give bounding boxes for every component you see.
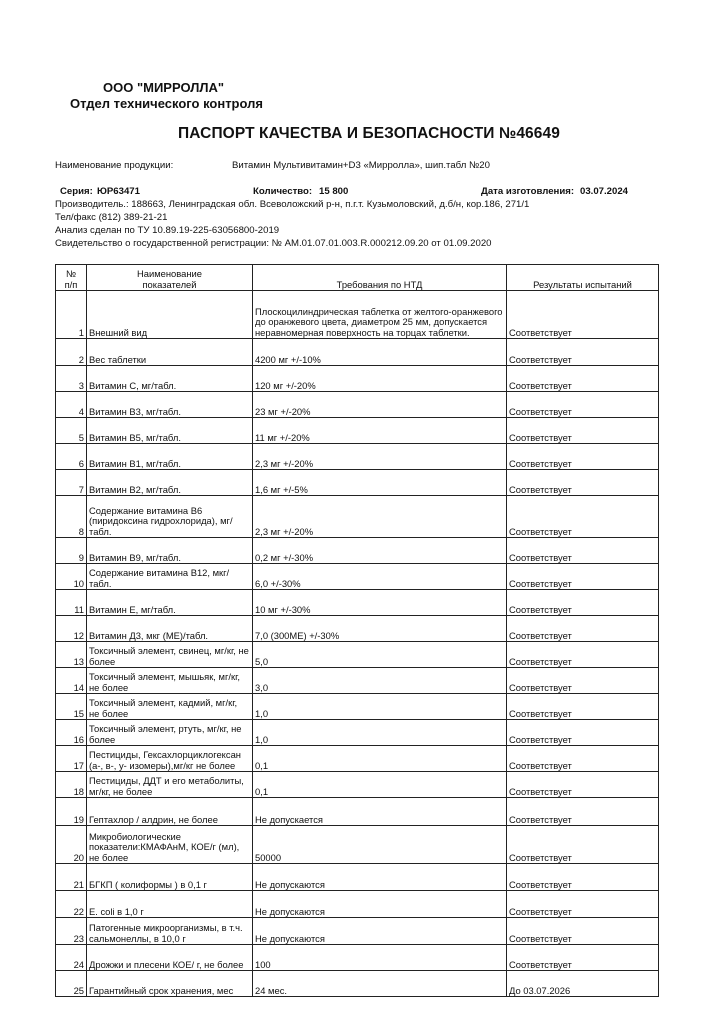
row-name: Токсичный элемент, мышьяк, мг/кг, не более bbox=[87, 668, 253, 694]
row-number: 10 bbox=[56, 564, 87, 590]
table-row bbox=[56, 891, 659, 918]
table-row bbox=[56, 864, 659, 891]
table-row bbox=[56, 291, 659, 339]
row-number: 17 bbox=[56, 746, 87, 772]
table-row bbox=[56, 746, 659, 772]
row-result: Соответствует bbox=[507, 720, 659, 746]
row-name: Содержание витамина В6 (пиридоксина гидрохлорида), мг/табл. bbox=[87, 496, 253, 538]
row-number: 1 bbox=[56, 291, 87, 339]
series-label: Серия: bbox=[60, 186, 93, 197]
row-number: 15 bbox=[56, 694, 87, 720]
row-requirement: 3,0 bbox=[253, 668, 507, 694]
row-name: Витамин В3, мг/табл. bbox=[87, 392, 253, 418]
row-result: Соответствует bbox=[507, 694, 659, 720]
row-name: БГКП ( колиформы ) в 0,1 г bbox=[87, 864, 253, 891]
row-requirement: 2,3 мг +/-20% bbox=[253, 496, 507, 538]
row-number: 23 bbox=[56, 918, 87, 945]
row-number: 2 bbox=[56, 339, 87, 366]
row-name: Вес таблетки bbox=[87, 339, 253, 366]
row-number: 3 bbox=[56, 366, 87, 392]
row-requirement: 7,0 (300МЕ) +/-30% bbox=[253, 616, 507, 642]
row-name: Витамин В1, мг/табл. bbox=[87, 444, 253, 470]
row-number: 5 bbox=[56, 418, 87, 444]
row-result: Соответствует bbox=[507, 616, 659, 642]
row-number: 9 bbox=[56, 538, 87, 564]
row-number: 11 bbox=[56, 590, 87, 616]
row-result: Соответствует bbox=[507, 366, 659, 392]
table-row bbox=[56, 642, 659, 668]
row-name: Гарантийный срок хранения, мес bbox=[87, 971, 253, 997]
row-result: До 03.07.2026 bbox=[507, 971, 659, 997]
row-result: Соответствует bbox=[507, 945, 659, 971]
row-name: E. coli в 1,0 г bbox=[87, 891, 253, 918]
row-result: Соответствует bbox=[507, 470, 659, 496]
row-requirement: Не допускаются bbox=[253, 918, 507, 945]
row-name: Пестициды, ДДТ и его метаболиты, мг/кг, не более bbox=[87, 772, 253, 798]
row-number: 18 bbox=[56, 772, 87, 798]
row-result: Соответствует bbox=[507, 444, 659, 470]
row-number: 25 bbox=[56, 971, 87, 997]
product-value: Витамин Мультивитамин+D3 «Мирролла», шип.табл №20 bbox=[232, 160, 490, 171]
row-requirement: Не допускаются bbox=[253, 891, 507, 918]
table-row bbox=[56, 971, 659, 997]
row-result: Соответствует bbox=[507, 746, 659, 772]
table-row bbox=[56, 616, 659, 642]
quality-table bbox=[55, 264, 659, 997]
row-requirement: 0,1 bbox=[253, 772, 507, 798]
row-name: Пестициды, Гексахлорциклогексан (а-, в-, у- изомеры),мг/кг не более bbox=[87, 746, 253, 772]
row-requirement: 50000 bbox=[253, 826, 507, 864]
row-requirement: 100 bbox=[253, 945, 507, 971]
row-result: Соответствует bbox=[507, 642, 659, 668]
table-row bbox=[56, 772, 659, 798]
table-body bbox=[56, 291, 659, 997]
row-number: 6 bbox=[56, 444, 87, 470]
row-name: Содержание витамина В12, мкг/табл. bbox=[87, 564, 253, 590]
quantity-label: Количество: bbox=[253, 186, 313, 197]
row-number: 13 bbox=[56, 642, 87, 668]
header-res: Результаты испытаний bbox=[507, 265, 659, 291]
row-result: Соответствует bbox=[507, 826, 659, 864]
row-name: Внешний вид bbox=[87, 291, 253, 339]
table-row bbox=[56, 564, 659, 590]
row-requirement: 1,0 bbox=[253, 720, 507, 746]
row-requirement: 23 мг +/-20% bbox=[253, 392, 507, 418]
manufacturer-line: Производитель.: 188663, Ленинградская обл. Всеволожский р-н, п.г.т. Кузьмоловский, д.б/н, кор.186, 271/1 bbox=[55, 199, 530, 210]
row-requirement: Не допускаются bbox=[253, 864, 507, 891]
row-requirement: 2,3 мг +/-20% bbox=[253, 444, 507, 470]
row-number: 7 bbox=[56, 470, 87, 496]
row-result: Соответствует bbox=[507, 798, 659, 826]
row-requirement: 1,6 мг +/-5% bbox=[253, 470, 507, 496]
row-requirement: 1,0 bbox=[253, 694, 507, 720]
row-requirement: 0,1 bbox=[253, 746, 507, 772]
phone-line: Тел/факс (812) 389-21-21 bbox=[55, 212, 168, 223]
row-name: Микробиологические показатели:КМАФАнМ, КОЕ/г (мл), не более bbox=[87, 826, 253, 864]
table-row bbox=[56, 826, 659, 864]
row-number: 19 bbox=[56, 798, 87, 826]
row-name: Витамин С, мг/табл. bbox=[87, 366, 253, 392]
table-row bbox=[56, 668, 659, 694]
row-requirement: Плоскоцилиндрическая таблетка от желтого-оранжевого до оранжевого цвета, диаметром 25 мм, допускается неравномерная поверхность на торцах таблетки. bbox=[253, 291, 507, 339]
table-row bbox=[56, 366, 659, 392]
row-result: Соответствует bbox=[507, 590, 659, 616]
row-result: Соответствует bbox=[507, 891, 659, 918]
table-row bbox=[56, 720, 659, 746]
quantity-value: 15 800 bbox=[319, 186, 349, 197]
row-requirement: 11 мг +/-20% bbox=[253, 418, 507, 444]
table-row bbox=[56, 339, 659, 366]
date-label: Дата изготовления: bbox=[481, 186, 575, 197]
row-number: 22 bbox=[56, 891, 87, 918]
row-requirement: 10 мг +/-30% bbox=[253, 590, 507, 616]
row-name: Витамин В9, мг/табл. bbox=[87, 538, 253, 564]
row-number: 21 bbox=[56, 864, 87, 891]
row-name: Гептахлор / алдрин, не более bbox=[87, 798, 253, 826]
row-name: Витамин Е, мг/табл. bbox=[87, 590, 253, 616]
table-row bbox=[56, 590, 659, 616]
row-requirement: 24 мес. bbox=[253, 971, 507, 997]
table-row bbox=[56, 918, 659, 945]
row-result: Соответствует bbox=[507, 418, 659, 444]
row-number: 14 bbox=[56, 668, 87, 694]
table-row bbox=[56, 496, 659, 538]
header-name: Наименование показателей bbox=[87, 265, 253, 291]
row-result: Соответствует bbox=[507, 772, 659, 798]
header-req: Требования по НТД bbox=[253, 265, 507, 291]
series-value: ЮР63471 bbox=[97, 186, 140, 197]
row-requirement: 0,2 мг +/-30% bbox=[253, 538, 507, 564]
row-requirement: 120 мг +/-20% bbox=[253, 366, 507, 392]
row-result: Соответствует bbox=[507, 538, 659, 564]
row-requirement: 5,0 bbox=[253, 642, 507, 668]
row-requirement: Не допускается bbox=[253, 798, 507, 826]
table-row bbox=[56, 470, 659, 496]
table-row bbox=[56, 694, 659, 720]
company-name: ООО "МИРРОЛЛА" bbox=[103, 80, 225, 95]
row-result: Соответствует bbox=[507, 496, 659, 538]
row-number: 24 bbox=[56, 945, 87, 971]
row-name: Витамин В2, мг/табл. bbox=[87, 470, 253, 496]
row-number: 4 bbox=[56, 392, 87, 418]
certificate-line: Свидетельство о государственной регистрации: № AM.01.07.01.003.R.000212.09.20 от 01.09.2020 bbox=[55, 238, 492, 249]
department-name: Отдел технического контроля bbox=[70, 96, 263, 111]
table-row bbox=[56, 945, 659, 971]
row-result: Соответствует bbox=[507, 918, 659, 945]
table-row bbox=[56, 392, 659, 418]
row-result: Соответствует bbox=[507, 291, 659, 339]
document-title: ПАСПОРТ КАЧЕСТВА И БЕЗОПАСНОСТИ №46649 bbox=[178, 125, 560, 142]
row-number: 8 bbox=[56, 496, 87, 538]
row-name: Витамин Д3, мкг (МЕ)/табл. bbox=[87, 616, 253, 642]
row-result: Соответствует bbox=[507, 392, 659, 418]
row-result: Соответствует bbox=[507, 864, 659, 891]
row-name: Дрожжи и плесени КОЕ/ г, не более bbox=[87, 945, 253, 971]
row-number: 20 bbox=[56, 826, 87, 864]
header-num: № п/п bbox=[56, 265, 87, 291]
row-number: 16 bbox=[56, 720, 87, 746]
table-row bbox=[56, 538, 659, 564]
analysis-line: Анализ сделан по ТУ 10.89.19-225-63056800-2019 bbox=[55, 225, 280, 236]
row-result: Соответствует bbox=[507, 564, 659, 590]
row-name: Патогенные микроорганизмы, в т.ч. сальмонеллы, в 10,0 г bbox=[87, 918, 253, 945]
row-number: 12 bbox=[56, 616, 87, 642]
row-name: Токсичный элемент, кадмий, мг/кг, не более bbox=[87, 694, 253, 720]
row-name: Токсичный элемент, ртуть, мг/кг, не более bbox=[87, 720, 253, 746]
table-row bbox=[56, 418, 659, 444]
table-row bbox=[56, 798, 659, 826]
date-value: 03.07.2024 bbox=[580, 186, 629, 197]
row-name: Токсичный элемент, свинец, мг/кг, не более bbox=[87, 642, 253, 668]
row-result: Соответствует bbox=[507, 339, 659, 366]
product-label: Наименование продукции: bbox=[55, 160, 174, 171]
row-requirement: 6,0 +/-30% bbox=[253, 564, 507, 590]
row-result: Соответствует bbox=[507, 668, 659, 694]
table-row bbox=[56, 444, 659, 470]
row-requirement: 4200 мг +/-10% bbox=[253, 339, 507, 366]
row-name: Витамин В5, мг/табл. bbox=[87, 418, 253, 444]
